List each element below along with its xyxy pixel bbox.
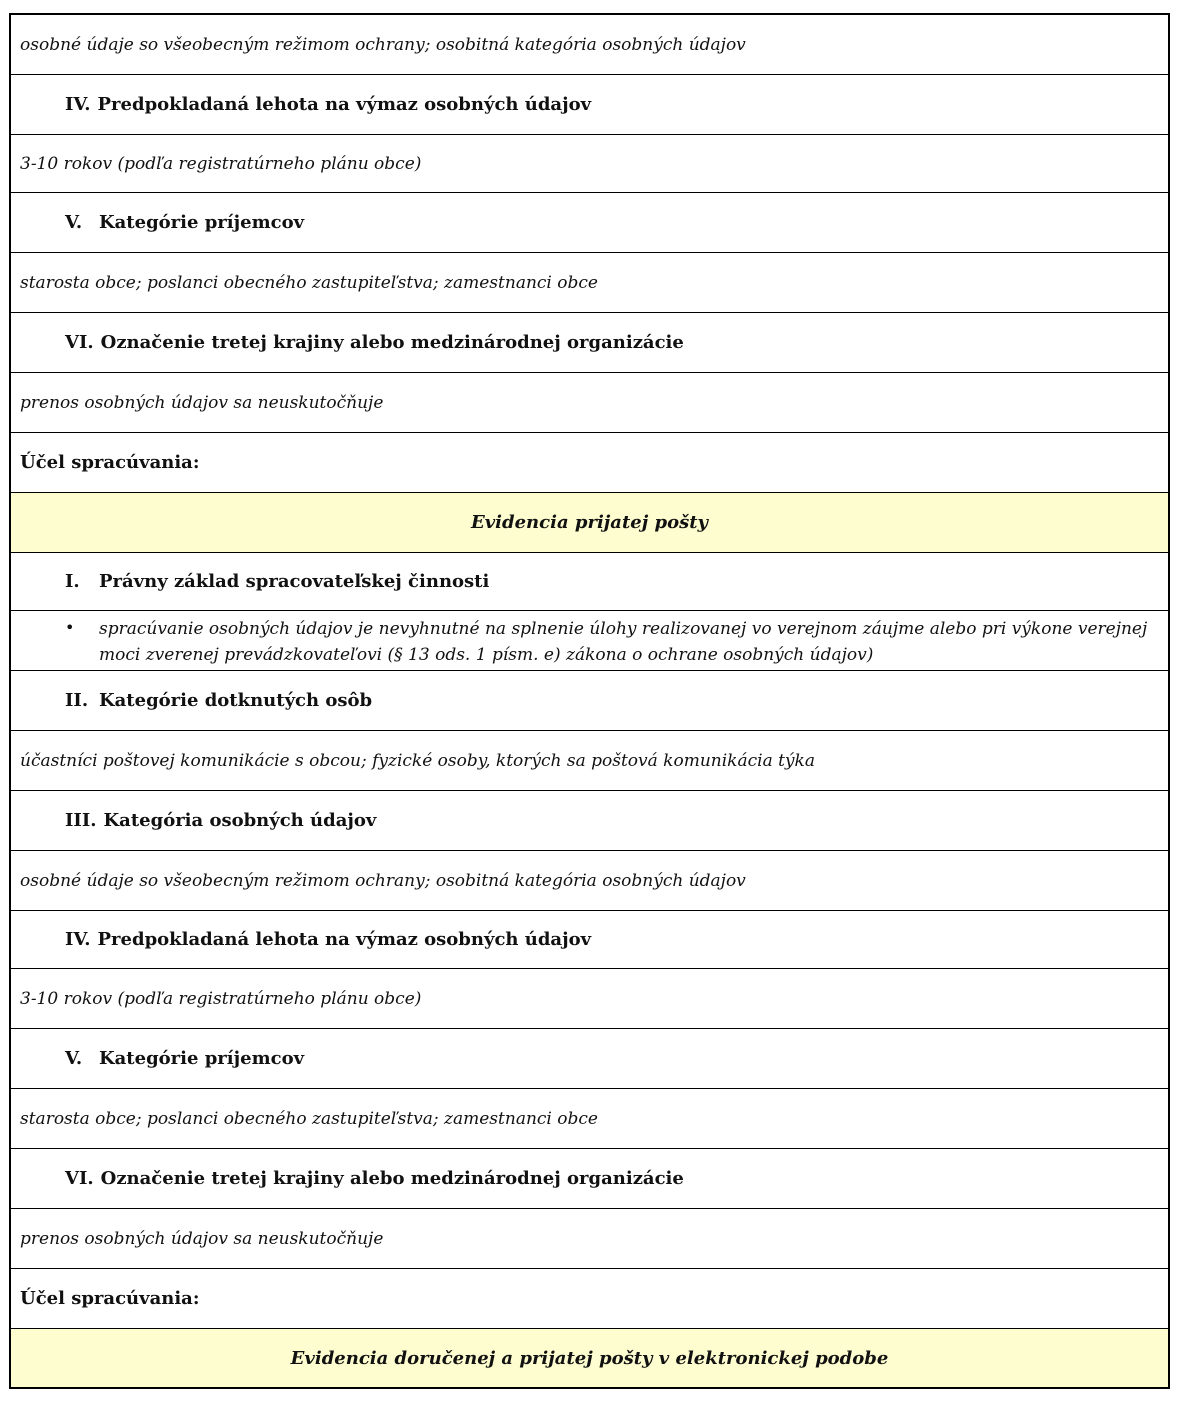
section-number: IV. — [65, 94, 91, 115]
section-heading — [20, 94, 591, 115]
section-heading — [20, 212, 304, 233]
section-title: Označenie tretej krajiny alebo medzinárodnej organizácie — [100, 1168, 684, 1189]
section-title: Kategórie príjemcov — [99, 1048, 305, 1069]
table-row — [11, 671, 1168, 731]
section-number: I. — [65, 571, 80, 592]
table-row — [11, 433, 1168, 493]
table-row — [11, 373, 1168, 433]
section-title: Kategórie príjemcov — [99, 212, 305, 233]
bullet-icon: • — [65, 618, 75, 637]
table-row — [11, 1029, 1168, 1089]
table-row — [11, 193, 1168, 253]
recipients-text: starosta obce; poslanci obecného zastupiteľstva; zamestnanci obce — [20, 1108, 598, 1129]
section-heading — [20, 571, 489, 592]
section-title: Právny základ spracovateľskej činnosti — [99, 571, 490, 592]
legal-basis-text: spracúvanie osobných údajov je nevyhnutné na splnenie úlohy realizovanej vo verejnom záujme alebo pri výkone verejnej moci zverenej prevádzkovateľovi (§ 13 ods. 1 písm. e) zákona o ochrane osobných údajov) — [99, 619, 1148, 665]
list-item — [20, 616, 1159, 668]
section-number: VI. — [65, 1168, 94, 1189]
purpose-label: Účel spracúvania: — [20, 1288, 200, 1309]
table-row — [11, 135, 1168, 193]
section-number: V. — [65, 1048, 83, 1069]
section-title: Kategórie dotknutých osôb — [99, 690, 373, 711]
table-row — [11, 1089, 1168, 1149]
table-row — [11, 253, 1168, 313]
section-heading — [20, 810, 376, 831]
section-title: Kategória osobných údajov — [103, 810, 377, 831]
recipients-text: starosta obce; poslanci obecného zastupiteľstva; zamestnanci obce — [20, 272, 598, 293]
data-categories-text: osobné údaje so všeobecným režimom ochrany; osobitná kategória osobných údajov — [20, 34, 746, 55]
section-title: Predpokladaná lehota na výmaz osobných údajov — [97, 94, 592, 115]
section-heading — [20, 1168, 684, 1189]
table-row — [11, 969, 1168, 1029]
section-title: Predpokladaná lehota na výmaz osobných údajov — [97, 929, 592, 950]
section-heading — [20, 690, 372, 711]
table-row — [11, 493, 1168, 553]
section-title: Označenie tretej krajiny alebo medzinárodnej organizácie — [100, 332, 684, 353]
section-heading — [20, 1048, 304, 1069]
section-number: III. — [65, 810, 97, 831]
section-heading — [20, 332, 684, 353]
section-heading — [20, 929, 591, 950]
table-row — [11, 313, 1168, 373]
table-row — [11, 75, 1168, 135]
table-row — [11, 553, 1168, 611]
table-row — [11, 1329, 1168, 1387]
retention-text: 3-10 rokov (podľa registratúrneho plánu obce) — [20, 153, 422, 174]
transfer-text: prenos osobných údajov sa neuskutočňuje — [20, 392, 384, 413]
table-row — [11, 911, 1168, 969]
table-row — [11, 15, 1168, 75]
section-number: VI. — [65, 332, 94, 353]
data-subjects-text: účastníci poštovej komunikácie s obcou; fyzické osoby, ktorých sa poštová komunikácia týka — [20, 750, 815, 771]
purpose-title: Evidencia doručenej a prijatej pošty v elektronickej podobe — [290, 1347, 889, 1369]
table-row — [11, 791, 1168, 851]
table-row — [11, 731, 1168, 791]
processing-records-table — [9, 13, 1170, 1389]
retention-text: 3-10 rokov (podľa registratúrneho plánu obce) — [20, 988, 422, 1009]
section-number: II. — [65, 690, 89, 711]
data-categories-text: osobné údaje so všeobecným režimom ochrany; osobitná kategória osobných údajov — [20, 870, 746, 891]
purpose-label: Účel spracúvania: — [20, 452, 200, 473]
purpose-title: Evidencia prijatej pošty — [471, 512, 708, 533]
table-row — [11, 1269, 1168, 1329]
transfer-text: prenos osobných údajov sa neuskutočňuje — [20, 1228, 384, 1249]
table-row — [11, 611, 1168, 671]
table-row — [11, 1209, 1168, 1269]
section-number: V. — [65, 212, 83, 233]
section-number: IV. — [65, 929, 91, 950]
table-row — [11, 851, 1168, 911]
table-row — [11, 1149, 1168, 1209]
